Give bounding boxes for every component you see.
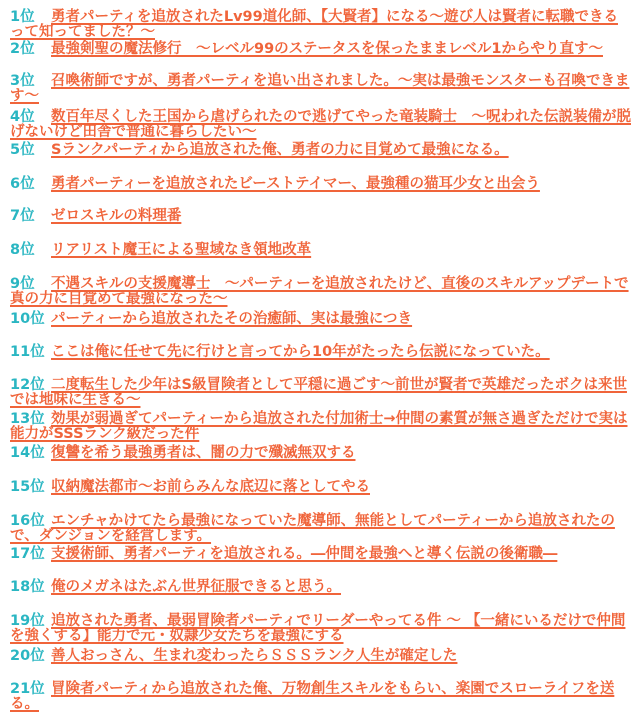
rank-label: 18位 <box>10 579 45 595</box>
title-link[interactable]: 俺のメガネはたぶん世界征服できると思う。 <box>51 579 341 595</box>
title-link[interactable]: 収納魔法都市〜お前らみんな底辺に落としてやる <box>51 479 370 495</box>
ranking-entry <box>10 42 632 57</box>
rank-label: 2位 <box>10 41 35 57</box>
ranking-entry <box>10 649 632 664</box>
rank-label: 13位 <box>10 411 45 427</box>
ranking-entry <box>10 74 632 104</box>
rank-label: 3位 <box>10 73 35 89</box>
ranking-entry <box>10 614 632 644</box>
rank-label: 21位 <box>10 681 45 697</box>
rank-label: 6位 <box>10 176 35 192</box>
title-link[interactable]: パーティーから追放されたその治癒師、実は最強につき <box>51 311 413 327</box>
ranking-entry <box>10 10 632 40</box>
title-link[interactable]: 追放された勇者、最弱冒険者パーティでリーダーやってる件 〜 【一緒にいるだけで仲間を強くする】能力で元・奴隷少女たちを最強にする <box>10 613 626 644</box>
title-link[interactable]: 召喚術師ですが、勇者パーティを追い出されました。〜実は最強モンスターも召喚できます〜 <box>10 73 630 104</box>
title-link[interactable]: 支援術師、勇者パーティを追放される。―仲間を最強へと導く伝説の後衛職― <box>51 546 558 562</box>
ranking-entry <box>10 143 632 158</box>
title-link[interactable]: ここは俺に任せて先に行けと言ってから10年がたったら伝説になっていた。 <box>51 344 550 360</box>
ranking-entry <box>10 514 632 544</box>
ranking-entry <box>10 177 632 192</box>
rank-label: 4位 <box>10 109 35 125</box>
rank-label: 5位 <box>10 142 35 158</box>
title-link[interactable]: 二度転生した少年はS級冒険者として平穏に過ごす〜前世が賢者で英雄だったボクは来世では地味に生きる〜 <box>10 377 627 408</box>
rank-label: 20位 <box>10 648 45 664</box>
title-link[interactable]: 勇者パーティを追放されたLv99道化師、【大賢者】になる〜遊び人は賢者に転職できるって知ってました？〜 <box>10 9 618 40</box>
rank-label: 12位 <box>10 377 45 393</box>
ranking-entry <box>10 547 632 562</box>
ranking-entry <box>10 209 632 224</box>
title-link[interactable]: 善人おっさん、生まれ変わったらＳＳＳランク人生が確定した <box>51 648 458 664</box>
rank-label: 10位 <box>10 311 45 327</box>
title-link[interactable]: Sランクパーティから追放された俺、勇者の力に目覚めて最強になる。 <box>51 142 509 158</box>
ranking-entry <box>10 412 632 442</box>
title-link[interactable]: 冒険者パーティから追放された俺、万物創生スキルをもらい、楽園でスローライフを送る。 <box>10 681 615 712</box>
title-link[interactable]: 効果が弱過ぎてパーティーから追放された付加術士→仲間の素質が無さ過ぎただけで実は能力がSSSランク級だった件 <box>10 411 628 442</box>
title-link[interactable]: ゼロスキルの料理番 <box>51 208 182 224</box>
rank-label: 1位 <box>10 9 35 25</box>
title-link[interactable]: 勇者パーティーを追放されたビーストテイマー、最強種の猫耳少女と出会う <box>51 176 540 192</box>
rank-label: 7位 <box>10 208 35 224</box>
ranking-entry <box>10 277 632 307</box>
ranking-entry <box>10 312 632 327</box>
title-link[interactable]: 最強剣聖の魔法修行 〜レベル99のステータスを保ったままレベル1からやり直す〜 <box>51 41 603 57</box>
ranking-entry <box>10 378 632 408</box>
title-link[interactable]: 復讐を希う最強勇者は、闇の力で殲滅無双する <box>51 445 356 461</box>
ranking-entry <box>10 682 632 712</box>
ranking-entry <box>10 480 632 495</box>
rank-label: 17位 <box>10 546 45 562</box>
ranking-entry <box>10 243 632 258</box>
rank-label: 11位 <box>10 344 45 360</box>
ranking-entry <box>10 446 632 461</box>
title-link[interactable]: 不遇スキルの支援魔導士 〜パーティーを追放されたけど、直後のスキルアップデートで真の力に目覚めて最強になった〜 <box>10 276 629 307</box>
rank-label: 15位 <box>10 479 45 495</box>
rank-label: 19位 <box>10 613 45 629</box>
ranking-entry <box>10 110 632 140</box>
rank-label: 16位 <box>10 513 45 529</box>
rank-label: 9位 <box>10 276 35 292</box>
title-link[interactable]: エンチャかけてたら最強になっていた魔導師、無能としてパーティーから追放されたので、ダンジョンを経営します。 <box>10 513 615 544</box>
ranking-entry <box>10 580 632 595</box>
ranking-entry <box>10 345 632 360</box>
title-link[interactable]: 数百年尽くした王国から虐げられたので逃げてやった竜装騎士 〜呪われた伝説装備が脱げないけど田舎で普通に暮らしたい〜 <box>10 109 631 140</box>
rank-label: 14位 <box>10 445 45 461</box>
rank-label: 8位 <box>10 242 35 258</box>
title-link[interactable]: リアリスト魔王による聖域なき領地改革 <box>51 242 312 258</box>
